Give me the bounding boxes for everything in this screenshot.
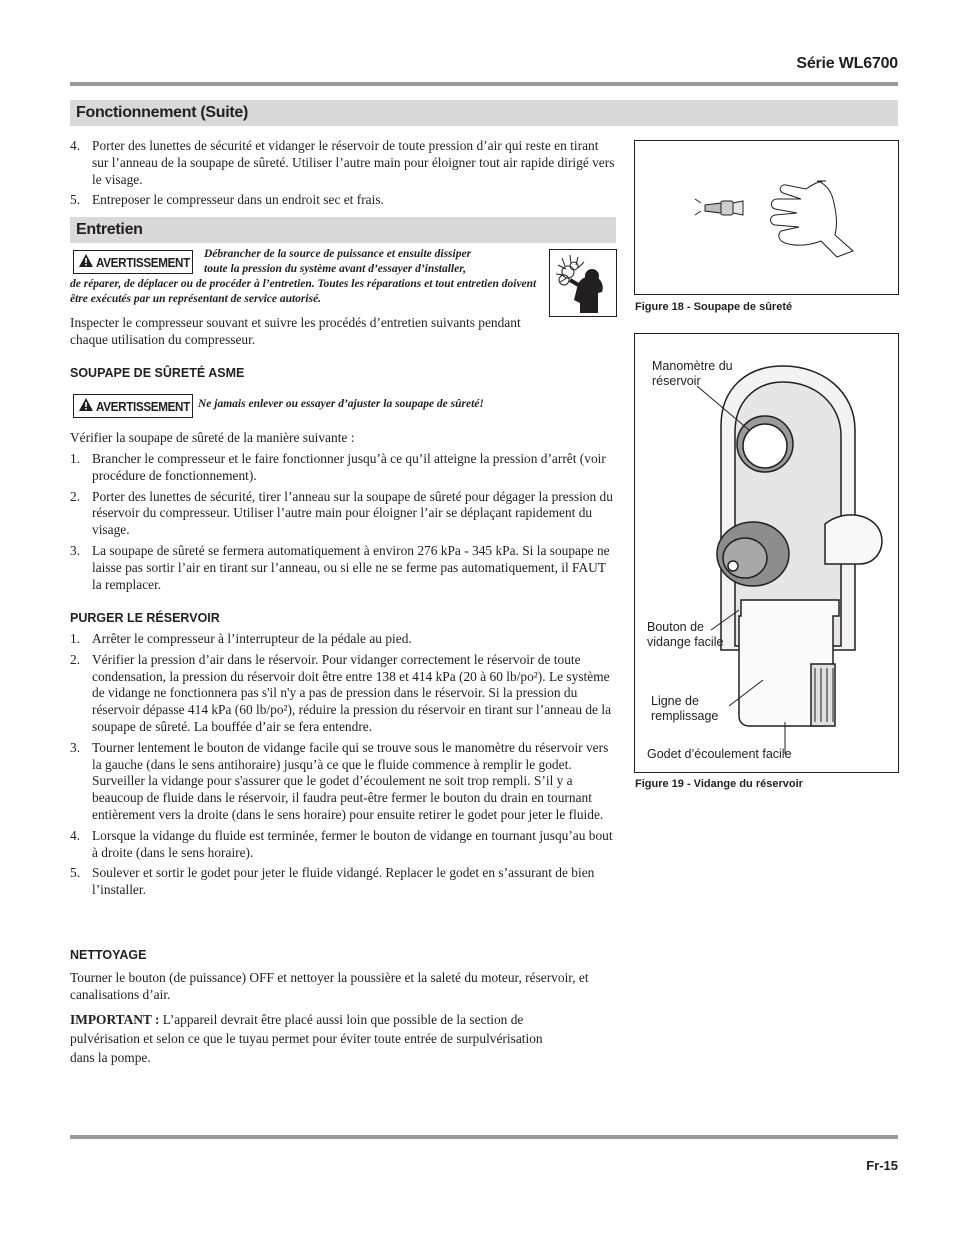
list-item: 2. Vérifier la pression d’air dans le réservoir. Pour vidanger correctement le réservoir de toute condensation, la pression du réservoir doit être entre 138 et 414 kPa (20 à 60 lb/po²). Le système de vidange ne fonctionnera pas s'il n'y a pas de pression dans le réservoir. Si la pression du réservoir dépasse 414 kPa (60 lb/po²), réduire la pression du réservoir en tirant sur l’anneau de la soupape de sûreté. La bouffée d’air se fera entendre.	[70, 651, 612, 734]
footer-rule	[70, 1135, 898, 1139]
section-title: Fonctionnement (Suite)	[76, 104, 249, 121]
list-item: 1. Brancher le compresseur et le faire fonctionner jusqu’à ce qu’il atteigne la pression d’arrêt (voir procédure de fonctionnement).	[70, 451, 606, 483]
warning-triangle-icon	[79, 398, 93, 411]
figure-18-box	[634, 140, 899, 295]
list-item: 3. La soupape de sûreté se fermera automatiquement à environ 276 kPa - 345 kPa. Si la soupape ne laisse pas sortir l’air en tirant sur l’anneau, ou si elle ne se ferme pas automatiquement, il FAUT la remplacer.	[70, 542, 610, 592]
list-item: 4. Lorsque la vidange du fluide est terminée, fermer le bouton de vidange en tournant jusqu’au bout à droite (dans le sens horaire).	[70, 827, 613, 860]
asme-intro: Vérifier la soupape de sûreté de la manière suivante :	[70, 430, 355, 445]
important-note: IMPORTANT : L’appareil devrait être placé aussi loin que possible de la section de pulvérisation et selon ce que le tuyau permet pour éviter toute entrée de surpulvérisation dans la pompe.	[70, 1012, 543, 1065]
figure-18-caption: Figure 18 - Soupape de sûreté	[635, 301, 793, 313]
subheading-cleaning: NETTOYAGE	[70, 948, 147, 962]
callout-drain-cup: Godet d’écoulement facile	[647, 747, 792, 761]
section-band-entretien	[70, 217, 616, 243]
list-item: 5. Soulever et sortir le godet pour jeter le fluide vidangé. Replacer le godet en s’assurant de bien l’installer.	[70, 865, 595, 898]
section-band-fonctionnement	[70, 100, 898, 126]
warning-badge: AVERTISSEMENT	[73, 250, 193, 274]
series-title: Série WL6700	[796, 55, 898, 72]
subheading-asme: SOUPAPE DE SÛRETÉ ASME	[70, 366, 245, 380]
callout-fill-line: Ligne de remplissage	[651, 694, 719, 723]
warning-triangle-icon	[79, 254, 93, 267]
section-title: Entretien	[76, 221, 143, 238]
warning-text-rest: de réparer, de déplacer ou de procéder à l’entretien. Toutes les réparations et tout entretien doivent être exécutés par un représentant de service autorisé.	[70, 278, 537, 305]
page-number: Fr-15	[866, 1158, 898, 1173]
callout-gauge: Manomètre du réservoir	[652, 359, 733, 388]
warning-badge: AVERTISSEMENT	[73, 394, 193, 418]
maintenance-intro: Inspecter le compresseur souvant et suivre les procédés d’entretien suivants pendant chaque utilisation du compresseur.	[70, 315, 521, 347]
warning-text-top: Débrancher de la source de puissance et ensuite dissiper toute la pression du système avant d’essayer d’installer,	[204, 248, 472, 275]
figure-19-box	[634, 333, 899, 773]
explosion-hazard-icon	[549, 249, 617, 317]
callout-drain-knob: Bouton de vidange facile	[647, 620, 724, 649]
figure-19-caption: Figure 19 - Vidange du réservoir	[635, 778, 803, 790]
list-item: 1. Arrêter le compresseur à l’interrupteur de la pédale au pied.	[70, 631, 412, 646]
list-item: 2. Porter des lunettes de sécurité, tirer l’anneau sur la soupape de sûreté pour dégager la pression du réservoir du compresseur. Utiliser l’autre main pour éloigner l’air se déplaçant rapidement du visage.	[70, 488, 613, 538]
list-item: 3. Tourner lentement le bouton de vidange facile qui se trouve sous le manomètre du réservoir vers la gauche (dans le sens antihoraire) jusqu’à ce que le fluide commence à remplir le godet. Surveiller la vidange pour s'assurer que le godet d’écoulement ne soit trop rempli. S’il y a beaucoup de fluide dans le réservoir, il faudra peut-être fermer le bouton du drain en tournant entièrement vers la droite (dans le sens horaire) pour ensuite retirer le godet pour jeter le fluide.	[70, 739, 609, 822]
asme-list	[70, 451, 616, 597]
header-rule	[70, 82, 898, 86]
operation-list	[70, 138, 615, 213]
subheading-drain: PURGER LE RÉSERVOIR	[70, 611, 220, 625]
asme-warning-text: Ne jamais enlever ou essayer d’ajuster la soupape de sûreté!	[198, 398, 484, 410]
cleaning-text: Tourner le bouton (de puissance) OFF et nettoyer la poussière et la saleté du moteur, réservoir, et canalisations d’air.	[70, 970, 589, 1002]
list-item: 4. Porter des lunettes de sécurité et vidanger le réservoir de toute pression d’air qui reste en tirant sur l’anneau de la soupape de sûreté. Utiliser l’autre main pour éloigner tout air rapide dirigé vers le visage.	[70, 138, 615, 187]
safety-valve-hand-illustration	[635, 141, 898, 294]
drain-list	[70, 631, 618, 903]
list-item: 5. Entreposer le compresseur dans un endroit sec et frais.	[70, 192, 384, 208]
